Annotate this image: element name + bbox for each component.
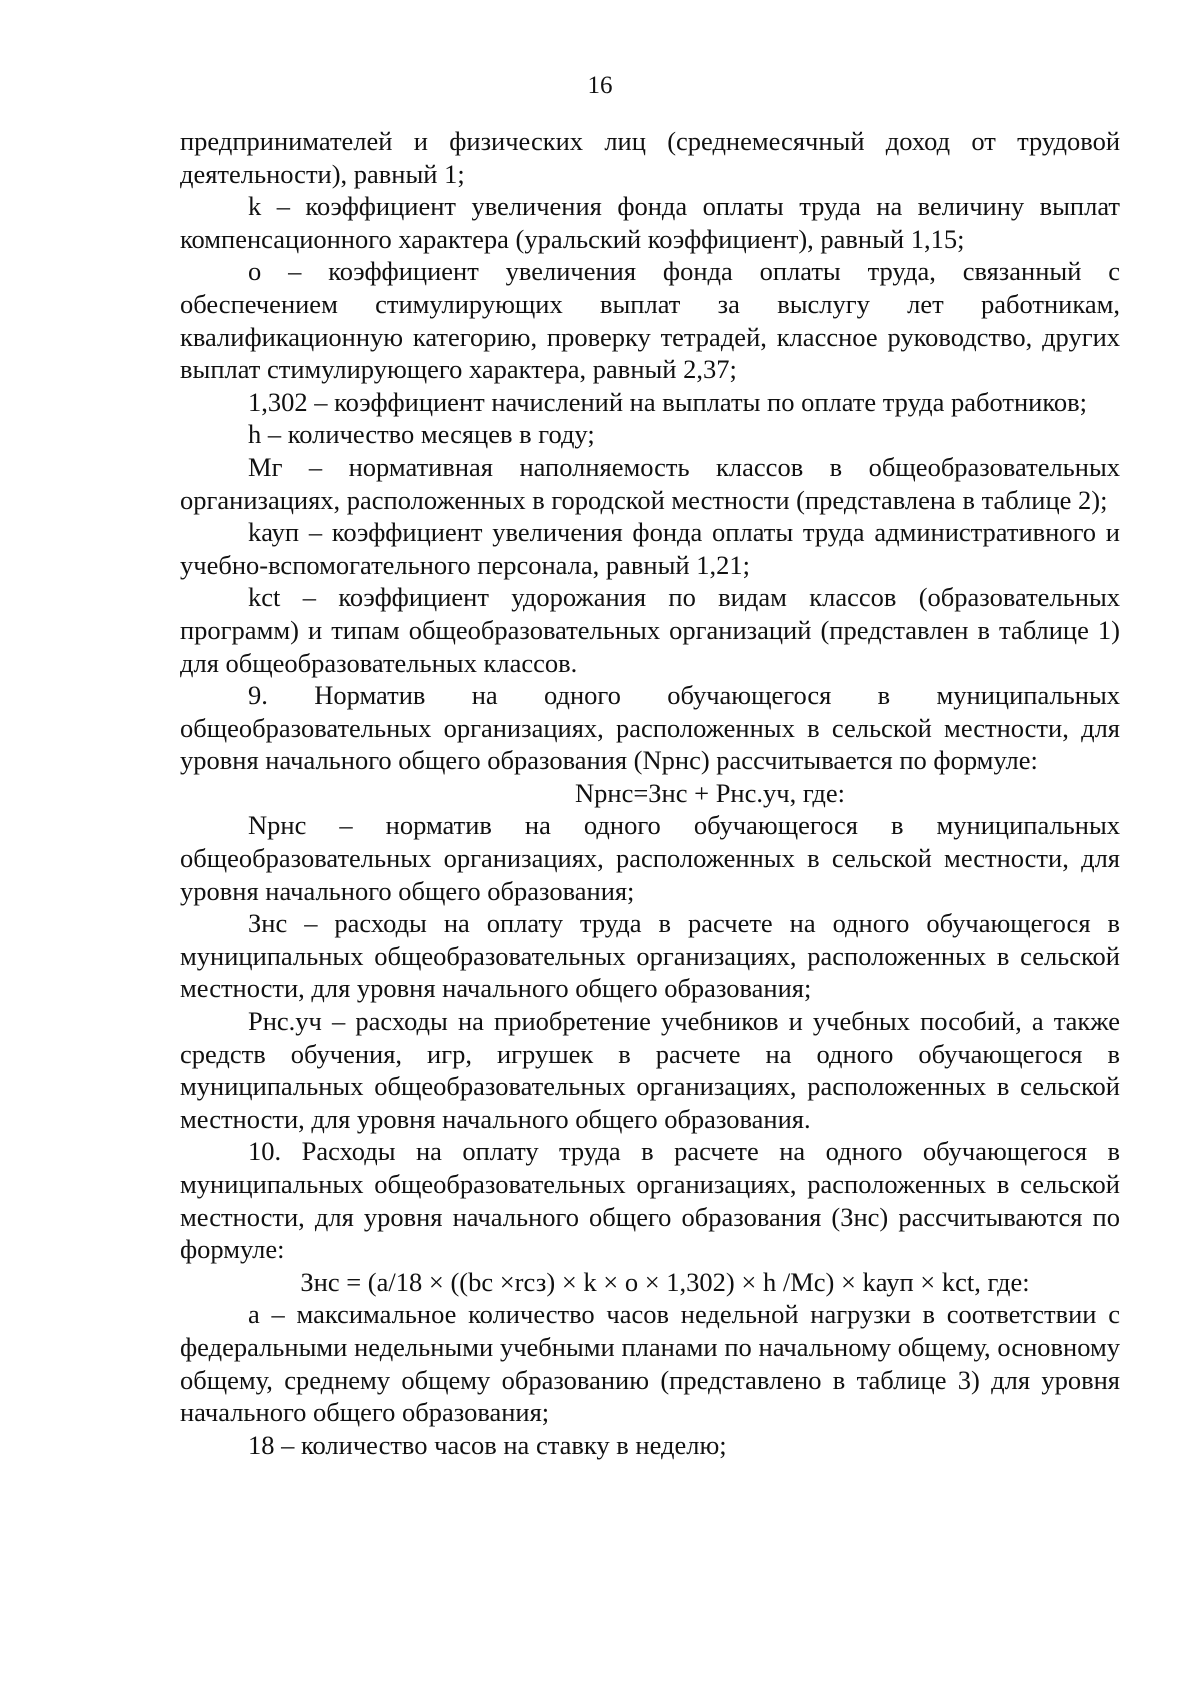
definition-rns-uch: Рнс.уч – расходы на приобретение учебников и учебных пособий, а также средств обучения, игр, игрушек в расчете на одного обучающегося в муниципальных общеобразовательных организациях, расположенных в сельской местности, для уровня начального общего образования.: [180, 1006, 1120, 1134]
definition-kaup: kауп – коэффициент увеличения фонда оплаты труда административного и учебно-вспомогательного персонала, равный 1,21;: [180, 517, 1120, 580]
formula-zns: Знс = (а/18 × ((bс ×rсз) × k × о × 1,302) × h /Мс) × kауп × kct, где:: [300, 1266, 1030, 1297]
formula-nrns: Nрнс=Знс + Рнс.уч, где:: [575, 777, 845, 808]
definition-zns: Знс – расходы на оплату труда в расчете на одного обучающегося в муниципальных общеобразовательных организациях, расположенных в сельской местности, для уровня начального общего образования;: [180, 908, 1120, 1004]
definition-a: а – максимальное количество часов недельной нагрузки в соответствии с федеральными недельными учебными планами по начальному общему, основному общему, среднему общему образованию (представлено в таблице 3) для уровня начального общего образования;: [180, 1299, 1120, 1428]
definition-k: k – коэффициент увеличения фонда оплаты труда на величину выплат компенсационного характера (уральский коэффициент), равный 1,15;: [180, 191, 1120, 254]
definition-kct: kct – коэффициент удорожания по видам классов (образовательных программ) и типам общеобразовательных организаций (представлен в таблице 1) для общеобразовательных классов.: [180, 582, 1120, 678]
definition-h: h – количество месяцев в году;: [248, 419, 595, 450]
paragraph-continuation: предпринимателей и физических лиц (среднемесячный доход от трудовой деятельности), равный 1;: [180, 126, 1120, 189]
definition-o: о – коэффициент увеличения фонда оплаты труда, связанный с обеспечением стимулирующих выплат за выслугу лет работникам, квалификационную категорию, проверку тетрадей, классное руководство, других выплат стимулирующего характера, равный 2,37;: [180, 256, 1120, 385]
definition-mg: Мг – нормативная наполняемость классов в общеобразовательных организациях, расположенных в городской местности (представлена в таблице 2);: [180, 451, 1120, 515]
definition-18: 18 – количество часов на ставку в неделю;: [248, 1429, 727, 1460]
section-10: 10. Расходы на оплату труда в расчете на одного обучающегося в муниципальных общеобразовательных организациях, расположенных в сельской местности, для уровня начального общего образования (Знс) рассчитываются по формуле:: [180, 1136, 1120, 1265]
document-body: [180, 125, 1120, 1461]
section-9: 9. Норматив на одного обучающегося в муниципальных общеобразовательных организациях, расположенных в сельской местности, для уровня начального общего образования (Nрнс) рассчитывается по формуле:: [180, 680, 1120, 776]
page-number: 16: [587, 72, 613, 99]
definition-1302: 1,302 – коэффициент начислений на выплаты по оплате труда работников;: [248, 386, 1088, 417]
definition-nrns: Nрнс – норматив на одного обучающегося в муниципальных общеобразовательных организациях, расположенных в сельской местности, для уровня начального общего образования;: [180, 810, 1120, 906]
